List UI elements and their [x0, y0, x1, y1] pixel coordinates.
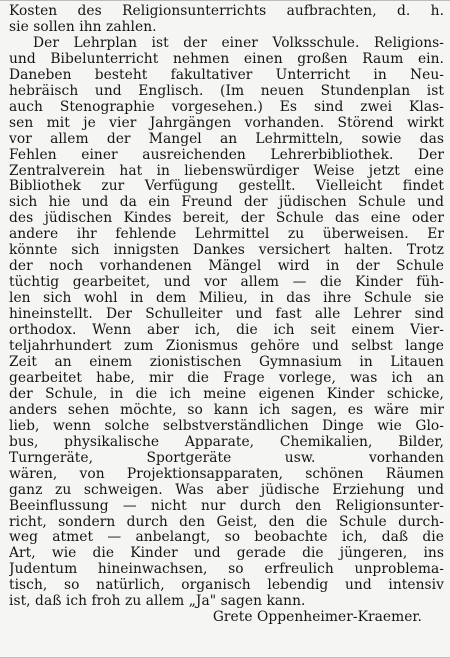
- article-text-line: vor allem der Mangel an Lehrmitteln, sowie das: [9, 131, 444, 147]
- article-text-line: teljahrhundert zum Zionismus gehöre und selbst lange: [9, 339, 444, 355]
- article-text-line: Zentralverein hat in liebenswürdiger Weise jetzt eine: [9, 163, 444, 179]
- article-text-line: sich hie und da ein Freund der jüdischen Schule und: [9, 195, 444, 211]
- article-text-line: Turngeräte, Sportgeräte usw. vorhanden: [9, 450, 444, 466]
- article-text-line: weg atmet — anbelangt, so beobachte ich, daß die: [9, 530, 444, 546]
- article-text-line: ganz zu schweigen. Was aber jüdische Erziehung und: [9, 482, 444, 498]
- article-text-line: Judentum hineinwachsen, so erfreulich unproblema-: [9, 562, 444, 578]
- article-text-line: richt, sondern durch den Geist, den die Schule durch-: [9, 514, 444, 530]
- article-column: [9, 4, 444, 626]
- article-text-line: sen mit je vier Jahrgängen vorhanden. Störend wirkt: [9, 115, 444, 131]
- article-text-line: orthodox. Wenn aber ich, die ich seit einem Vier-: [9, 323, 444, 339]
- article-text-line: Zeit an einem zionistischen Gymnasium in Litauen: [9, 354, 444, 370]
- article-text-line: des jüdischen Kindes bereit, der Schule das eine oder: [9, 211, 444, 227]
- article-text-line: ist, daß ich froh zu allem „Ja" sagen kann.: [9, 594, 306, 610]
- top-rule: [0, 0, 450, 1]
- article-text-line: tüchtig gearbeitet, und vor allem — die Kinder füh-: [9, 275, 444, 291]
- author-signature: Grete Oppenheimer-Kraemer.: [212, 610, 422, 626]
- article-text-line: Bibliothek zur Verfügung gestellt. Vielleicht findet: [9, 179, 444, 195]
- article-text-line: anders sehen möchte, so kann ich sagen, es wäre mir: [9, 402, 444, 418]
- article-text-line: Art, wie die Kinder und gerade die jüngeren, ins: [9, 546, 444, 562]
- article-text-line: wären, von Projektionsapparaten, schönen Räumen: [9, 466, 444, 482]
- article-text-line: len sich wohl in dem Milieu, in das ihre Schule sie: [9, 291, 444, 307]
- article-text-line: hineinstellt. Der Schulleiter und fast alle Lehrer sind: [9, 307, 444, 323]
- article-text-line: tisch, so natürlich, organisch lebendig und intensiv: [9, 578, 444, 594]
- article-text-line: Daneben besteht fakultativer Unterricht in Neu-: [9, 67, 444, 83]
- article-text-line: hebräisch und Englisch. (Im neuen Stundenplan ist: [9, 83, 444, 99]
- article-text-line: Der Lehrplan ist der einer Volksschule. Religions-: [33, 35, 444, 51]
- article-text-line: bus, physikalische Apparate, Chemikalien, Bilder,: [9, 434, 444, 450]
- article-text-line: Beeinflussung — nicht nur durch den Religionsunter-: [9, 498, 444, 514]
- article-text-line: auch Stenographie vorgesehen.) Es sind zwei Klas-: [9, 99, 444, 115]
- article-text-line: Kosten des Religionsunterrichts aufbrachten, d. h.: [9, 4, 444, 19]
- article-text-line: gearbeitet habe, mir die Frage vorlege, was ich an: [9, 370, 444, 386]
- article-text-line: lieb, wenn solche selbstverständlichen Dinge wie Glo-: [9, 418, 444, 434]
- article-text-line: andere ihr fehlende Lehrmittel zu überweisen. Er: [9, 227, 444, 243]
- article-text-line: und Bibelunterricht nehmen einen großen Raum ein.: [9, 51, 444, 67]
- article-text-line: der noch vorhandenen Mängel wird in der Schule: [9, 259, 444, 275]
- article-text-line: Fehlen einer ausreichenden Lehrerbibliothek. Der: [9, 147, 444, 163]
- article-text-line: der Schule, in die ich meine eigenen Kinder schicke,: [9, 386, 444, 402]
- article-text-line: könnte sich innigsten Dankes versichert halten. Trotz: [9, 243, 444, 259]
- article-text-line: sie sollen ihn zahlen.: [9, 19, 157, 35]
